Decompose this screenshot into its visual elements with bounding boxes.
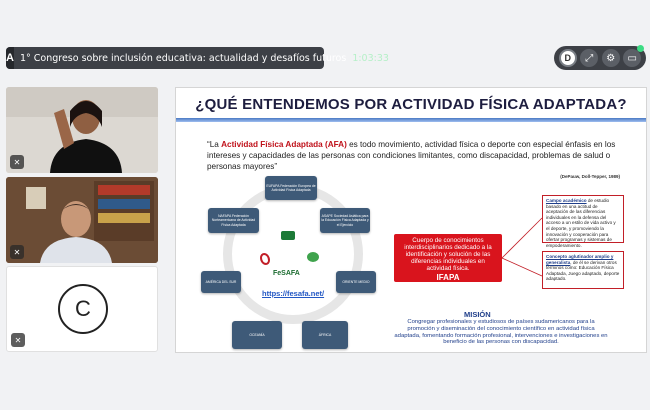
expand-icon[interactable]: ⤢ [580, 49, 598, 67]
meeting-avatar[interactable]: A [6, 47, 14, 69]
node-eufapa: EUFAPA Federación Europea de Actividad Física Adaptada [265, 176, 317, 200]
ifapa-name: IFAPA [436, 273, 460, 282]
mision-title: MISIÓN [464, 310, 491, 319]
mic-muted-icon[interactable]: ✕ [10, 155, 24, 169]
participant-tile-1[interactable] [6, 87, 158, 173]
node-africa: ÁFRICA [302, 321, 348, 349]
mic-muted-icon[interactable]: ✕ [11, 333, 25, 347]
node-oceania: OCEANÍA [232, 321, 282, 349]
federation-logo-icon [260, 253, 270, 265]
slide-quote: “La Actividad Física Adaptada (AFA) es todo movimiento, actividad física o deporte con especial énfasis en los intereses y capacidades de las personas con condiciones limitantes, como discapacidad, problemas de salud o personas mayores” [207, 140, 616, 171]
participant-avatar: C [58, 284, 108, 334]
federation-logo-icon [281, 231, 295, 240]
gear-icon[interactable]: ⚙ [602, 49, 620, 67]
participant-tile-2[interactable] [6, 177, 158, 263]
detail-campo-academico: Campo académico de estudio basado en una actitud de aceptación de las diferencias individuales en la defensa del acceso a un estilo de vida activo y el deporte, y promoviendo la innovación y cooperación para ofertar programas y sistemas de empoderamiento. [542, 195, 624, 243]
fesafa-link[interactable]: https://fesafa.net/ [262, 289, 325, 298]
node-asape: ASAPE Sociedad Asiática para la Educación Física Adaptada y el Ejercicio [320, 208, 370, 233]
mision-text: Congregar profesionales y estudiosos de países sudamericanos para la promoción y diseminación del conocimiento científico en actividad física adaptada, fomentando formación profesional, intervenciones e investigaciones en beneficio de las personas con discapacidad. [394, 319, 608, 346]
chat-badge-icon [637, 45, 644, 52]
federation-ring [223, 184, 363, 324]
participant-video-1 [6, 87, 158, 173]
slide-title: ¿QUÉ ENTENDEMOS POR ACTIVIDAD FÍSICA ADAPTADA? [195, 96, 627, 113]
federation-logo-icon [307, 252, 319, 262]
participant-tile-3[interactable] [6, 266, 158, 352]
node-america-del-sur: AMÉRICA DEL SUR [201, 271, 241, 293]
node-nafapa: NAFAPA Federación Norteamericana de Actividad Física Adaptada [208, 208, 259, 233]
mic-muted-icon[interactable]: ✕ [10, 245, 24, 259]
node-oriente-medio: ORIENTE MEDIO [336, 271, 376, 293]
top-controls [554, 46, 646, 70]
participant-video-2 [6, 177, 158, 263]
meeting-title: 1° Congreso sobre inclusión educativa: actualidad y desafíos futuros [19, 52, 347, 64]
connector-lines [502, 206, 544, 296]
ifapa-subtitle: (International Federation for Adapted Physical Activity) Federación Internacional de Actividad Física Adaptada [405, 282, 491, 290]
chat-icon[interactable]: ▭ [623, 49, 641, 67]
slide-citation: (DePauw, Doll-Tepper, 1989) [560, 174, 620, 179]
fesafa-logo: FeSAFA [273, 270, 300, 277]
presentation-slide [175, 87, 647, 353]
meeting-timer: 1:03:33 [352, 52, 389, 64]
slide-divider [176, 118, 646, 122]
ifapa-box [394, 234, 502, 290]
meeting-bar [6, 47, 389, 69]
ifapa-description: Cuerpo de conocimientos interdisciplinarios dedicado a la identificación y solución de las diferencias individuales en actividad física. [404, 237, 492, 272]
user-avatar-button[interactable]: D [559, 49, 577, 67]
detail-concepto-aglutinador: Concepto aglutinador amplio y generalista, de él se derivan otros términos como: Educación Física Adaptada, Juego adaptado, deporte adaptado. [542, 251, 624, 289]
